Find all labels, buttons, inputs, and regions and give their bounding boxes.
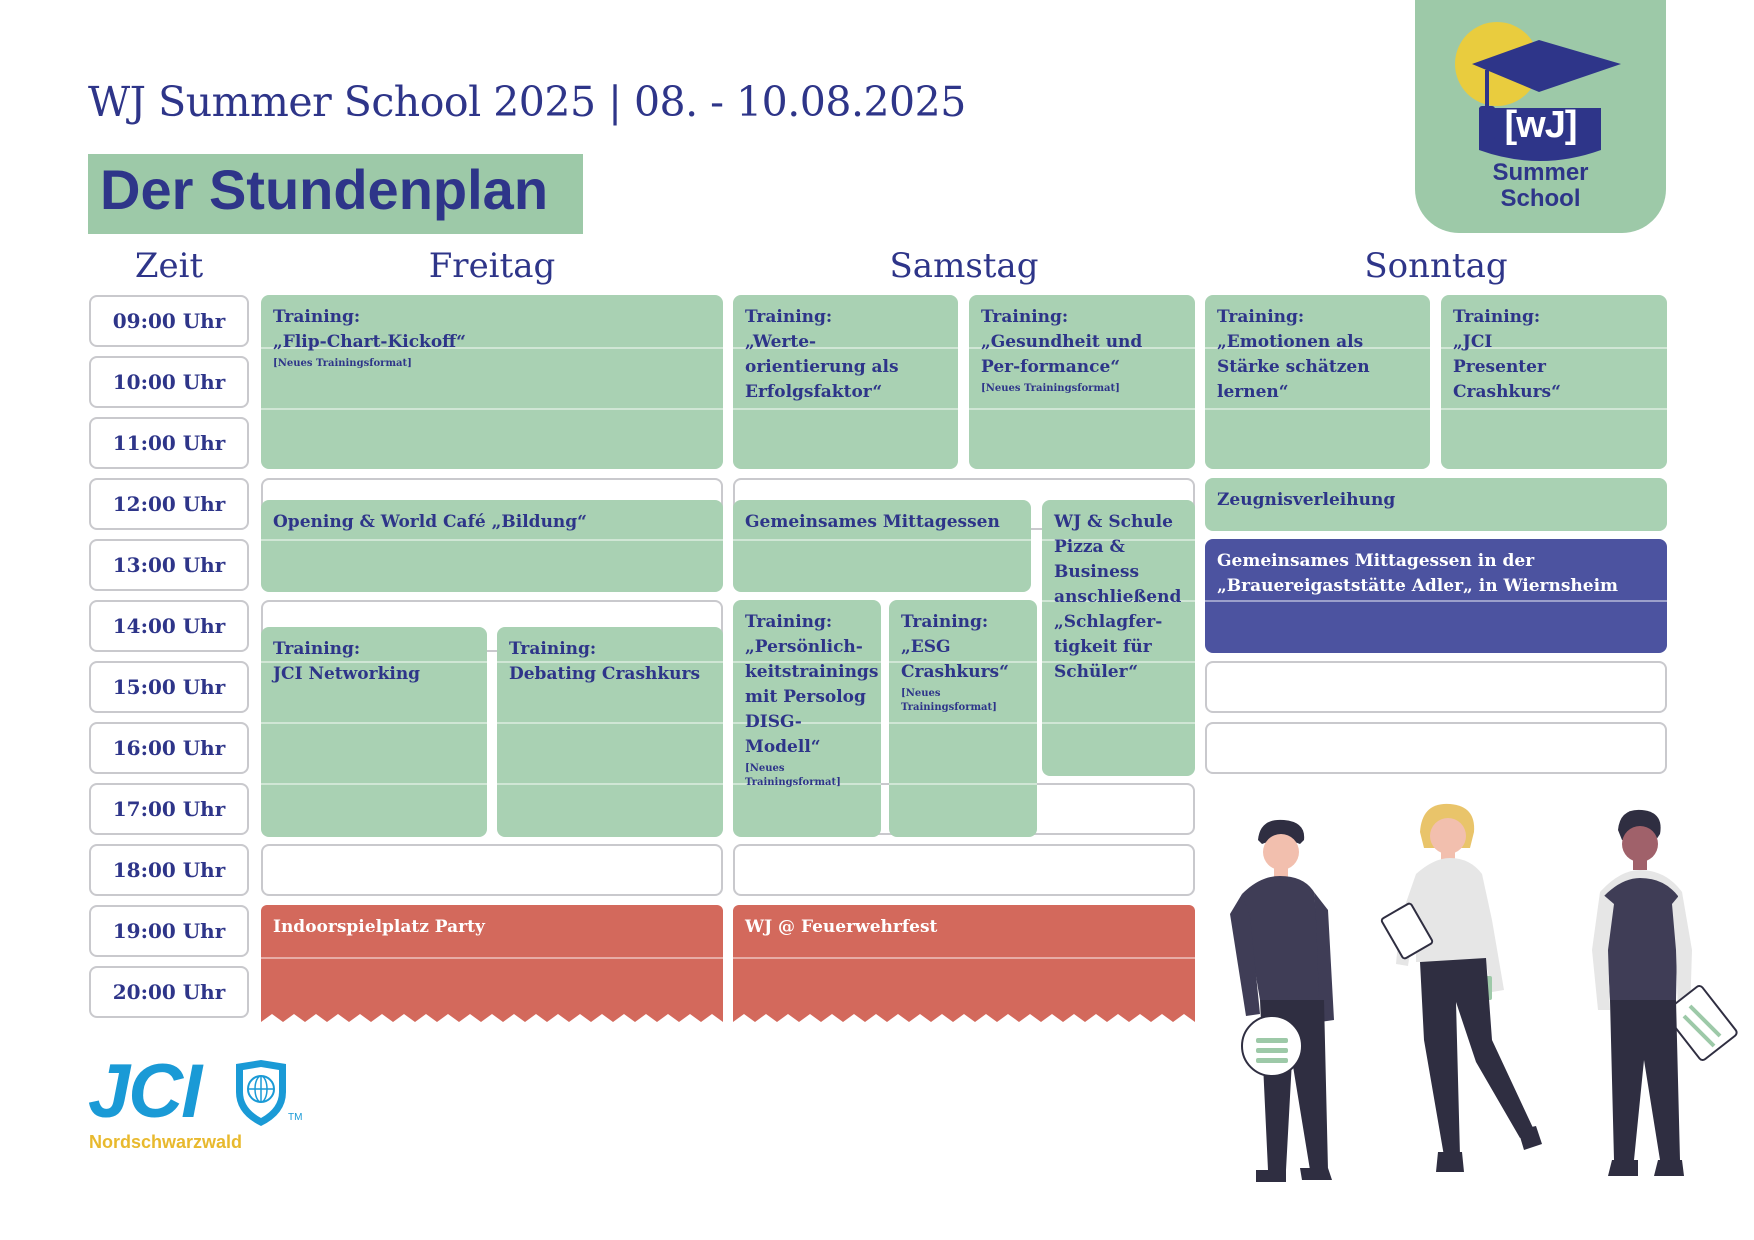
event-name: „Emotionen als Stärke schätzen lernen“: [1217, 332, 1370, 402]
column-header-sonntag: Sonntag: [1364, 246, 1508, 286]
event-jci-presenter[interactable]: [1441, 295, 1667, 469]
event-name: Debating Crashkurs: [509, 664, 701, 684]
jci-trademark: TM: [288, 1112, 303, 1123]
event-title: Training:: [981, 307, 1069, 327]
empty-slot-sonntag-15: [1205, 661, 1667, 713]
event-persolog-disg[interactable]: [733, 600, 881, 837]
event-title: Indoorspielplatz Party: [273, 917, 485, 937]
event-note: [Neues Trainingsformat]: [273, 358, 412, 369]
jci-logo: [88, 1049, 318, 1156]
jci-shield-icon: [232, 1058, 290, 1128]
event-title: WJ & Schule Pizza & Business anschließend „Schlagfer-tigkeit für Schüler“: [1054, 512, 1182, 682]
person-left-illustration: [1230, 820, 1334, 1182]
event-gesundheit-performance[interactable]: [969, 295, 1195, 469]
event-jci-networking[interactable]: [261, 627, 487, 837]
event-note: [Neues Trainingsformat]: [981, 383, 1120, 394]
page-subtitle: Der Stundenplan: [100, 158, 549, 221]
time-slot: 11:00 Uhr: [89, 417, 249, 469]
event-title: Training:: [745, 307, 833, 327]
event-title: Gemeinsames Mittagessen: [745, 512, 1000, 532]
event-gemeinsames-mittagessen-samstag[interactable]: [733, 500, 1031, 592]
event-opening-world-cafe[interactable]: [261, 500, 723, 592]
event-title: Opening & World Café „Bildung“: [273, 512, 587, 532]
empty-slot-freitag-18: [261, 844, 723, 896]
event-title: Gemeinsames Mittagessen in der „Brauereigaststätte Adler„ in Wiernsheim: [1217, 551, 1619, 596]
summer-school-badge: [1415, 0, 1666, 233]
event-title: Training:: [273, 307, 361, 327]
event-name: „Flip-Chart-Kickoff“: [273, 332, 466, 352]
page-title: WJ Summer School 2025 | 08. - 10.08.2025: [88, 78, 966, 126]
event-note: [Neues Trainingsformat]: [901, 688, 997, 713]
time-slot: 09:00 Uhr: [89, 295, 249, 347]
person-right-illustration: [1592, 810, 1738, 1176]
event-wj-feuerwehrfest[interactable]: [733, 905, 1195, 1013]
badge-initials: [wJ]: [1504, 104, 1577, 146]
column-header-time: Zeit: [134, 246, 204, 286]
time-slot: 16:00 Uhr: [89, 722, 249, 774]
time-slot: 20:00 Uhr: [89, 966, 249, 1018]
badge-line1: Summer: [1492, 159, 1589, 186]
event-indoorspielplatz-party[interactable]: [261, 905, 723, 1013]
event-flip-chart-kickoff[interactable]: [261, 295, 723, 469]
event-name: „JCI Presenter Crashkurs“: [1453, 332, 1561, 402]
empty-slot-sonntag-16: [1205, 722, 1667, 774]
event-title: Training:: [509, 639, 597, 659]
event-debating-crashkurs[interactable]: [497, 627, 723, 837]
event-note: [Neues Trainingsformat]: [745, 763, 841, 788]
event-name: „Persönlich-keitstrainings mit Persolog DISG-Modell“: [745, 637, 879, 757]
time-slot: 12:00 Uhr: [89, 478, 249, 530]
time-slot: 18:00 Uhr: [89, 844, 249, 896]
event-name: JCI Networking: [273, 664, 421, 684]
jci-brand: JCI: [88, 1049, 201, 1134]
column-header-samstag: Samstag: [889, 246, 1039, 286]
zigzag-edge: [261, 1012, 723, 1024]
zigzag-edge: [733, 1012, 1195, 1024]
event-name: „Werte-orientierung als Erfolgsfaktor“: [745, 332, 899, 402]
event-esg-crashkurs[interactable]: [889, 600, 1037, 837]
time-slot: 10:00 Uhr: [89, 356, 249, 408]
event-title: Training:: [273, 639, 361, 659]
event-name: „Gesundheit und Per-formance“: [981, 332, 1143, 377]
event-title: Training:: [1453, 307, 1541, 327]
jci-region: Nordschwarzwald: [89, 1132, 243, 1152]
time-slot: 15:00 Uhr: [89, 661, 249, 713]
people-illustration: [1220, 800, 1740, 1220]
event-title: Training:: [1217, 307, 1305, 327]
event-wj-schule[interactable]: [1042, 500, 1195, 776]
event-title: Training:: [745, 612, 833, 632]
empty-slot-samstag-18: [733, 844, 1195, 896]
column-header-freitag: Freitag: [428, 246, 556, 286]
time-slot: 14:00 Uhr: [89, 600, 249, 652]
badge-line2: School: [1500, 185, 1581, 212]
person-middle-illustration: [1381, 804, 1542, 1172]
event-werteorientierung[interactable]: [733, 295, 958, 469]
event-mittagessen-adler[interactable]: [1205, 539, 1667, 653]
event-zeugnisverleihung[interactable]: [1205, 478, 1667, 531]
event-title: WJ @ Feuerwehrfest: [745, 917, 938, 937]
event-emotionen-staerke[interactable]: [1205, 295, 1430, 469]
time-slot: 19:00 Uhr: [89, 905, 249, 957]
time-slot: 17:00 Uhr: [89, 783, 249, 835]
event-title: Zeugnisverleihung: [1217, 490, 1396, 510]
time-slot: 13:00 Uhr: [89, 539, 249, 591]
event-title: Training: „ESG Crashkurs“: [901, 612, 1009, 682]
